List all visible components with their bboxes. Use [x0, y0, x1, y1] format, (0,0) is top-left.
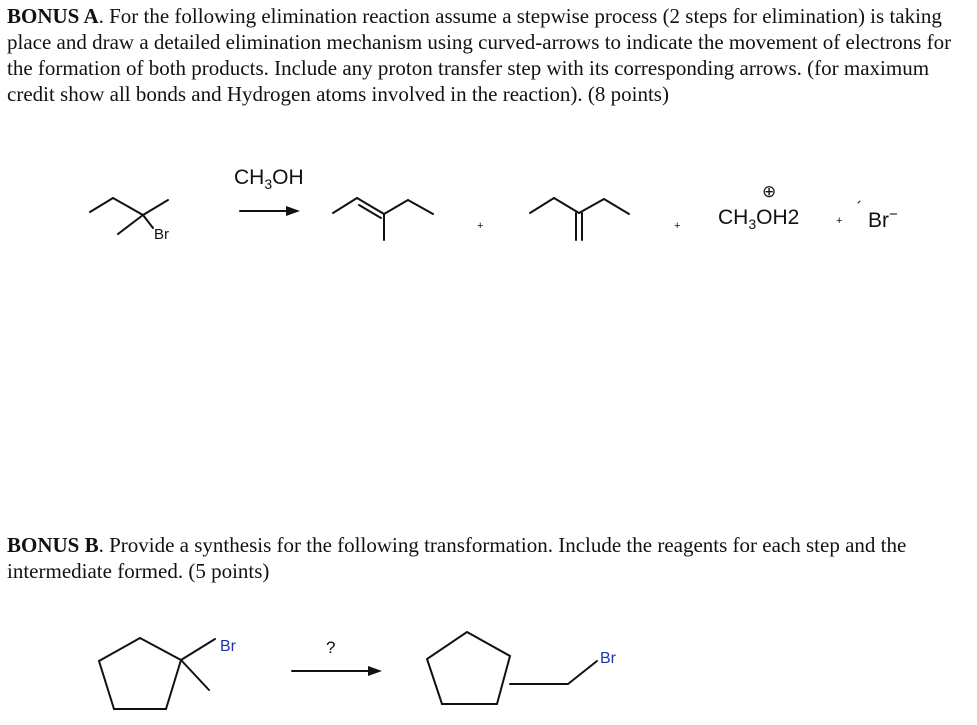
product-cyclopentane [427, 632, 597, 704]
product-br-label: Br [600, 650, 616, 667]
bonus-a-text: . For the following elimination reaction assume a stepwise process (2 steps for elimination) is taking place and draw a detailed elimination mechanism using curved-arrows to indicate the movement of electrons for the formation of both products. Include any proton transfer step with its corresponding arrows. (for maximum credit show all bonds and Hydrogen atoms involved in the reaction). (8 points) [7, 4, 952, 106]
protonated-methanol: $CH_3OH2$ [718, 206, 800, 233]
plus-sign-3: + [836, 215, 843, 227]
positive-charge-symbol: ⊕ [762, 182, 777, 201]
bromide-anion: Br− [868, 206, 898, 232]
plus-sign-1: + [477, 220, 484, 232]
substrate-br-label: Br [154, 226, 169, 243]
reagent-methanol: $CH_3OH$ [234, 166, 304, 193]
product-alkene-2 [530, 198, 629, 240]
reagent-unknown: ? [326, 638, 336, 657]
start-br-label: Br [220, 638, 236, 655]
arrow-b-head [368, 666, 382, 676]
bonus-a-label: BONUS A [7, 4, 99, 28]
bonus-b-label: BONUS B [7, 533, 99, 557]
product-alkene-1 [333, 198, 433, 240]
start-cyclopentane [99, 638, 215, 709]
bonus-b-text: . Provide a synthesis for the following transformation. Include the reagents for each step and the intermediate formed. (5 points) [7, 533, 907, 583]
arrow-a-head [286, 206, 300, 216]
plus-sign-2: + [674, 220, 681, 232]
